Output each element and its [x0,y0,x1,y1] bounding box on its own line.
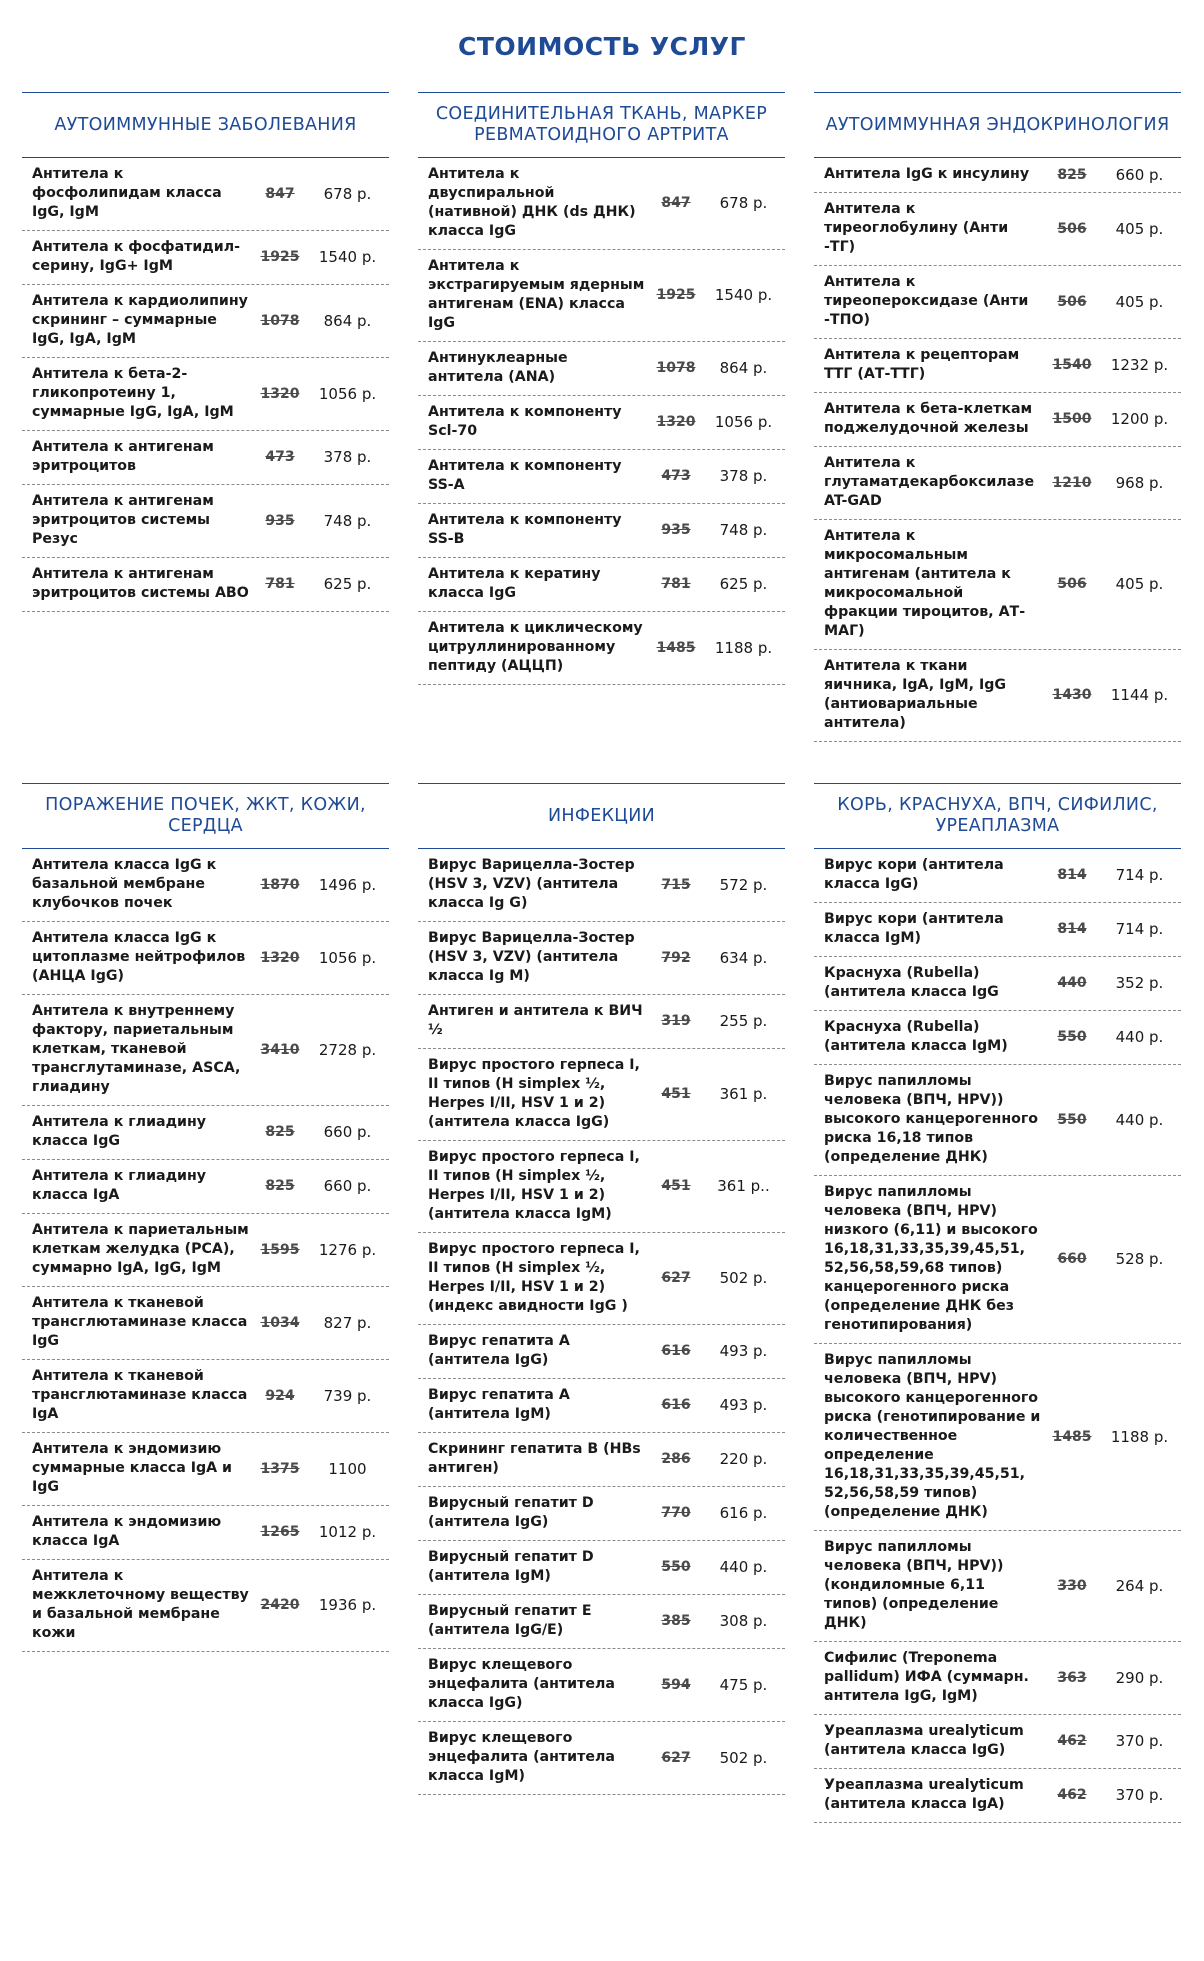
service-name: Вирус папилломы человека (ВПЧ, HPV)) высокого канцерогенного риска 16,18 типов (определение ДНК) [824,1073,1039,1165]
service-name: Антитела к париетальным клеткам желудка (PCA), суммарно IgA, IgG, IgM [32,1222,249,1276]
price-row [22,1506,389,1560]
price-row [814,1715,1181,1769]
old-price: 847 [661,195,691,211]
new-price: 405 р. [1115,292,1164,311]
price-row [22,231,389,285]
old-price: 1320 [260,385,300,402]
service-name: Сифилис (Treponema pallidum) ИФА (суммарн. антитела IgG, IgM) [824,1650,1029,1704]
service-name: Антитела к фосфолипидам класса IgG, IgM [32,166,222,220]
service-name: Антитела к внутреннему фактору, париетальным клеткам, тканевой трансглутаминазе, ASCA, глиадину [32,1003,241,1095]
old-price: 1925 [656,287,696,303]
old-price: 781 [661,576,691,592]
service-name: Антитела к кератину класса IgG [428,566,601,601]
new-price: 370 р. [1115,1732,1164,1750]
price-row [814,1769,1181,1823]
new-price: 502 р. [719,1269,768,1287]
old-price: 616 [661,1343,691,1359]
new-price: 528 р. [1115,1250,1164,1268]
service-name: Антитела к бета-клеткам поджелудочной железы [824,401,1033,436]
price-row [418,1049,785,1141]
price-row [418,158,785,250]
price-row [22,431,389,485]
price-row [22,1160,389,1214]
price-row [22,558,389,612]
old-price: 363 [1057,1669,1087,1686]
section-title: АУТОИММУННАЯ ЭНДОКРИНОЛОГИЯ [814,92,1181,158]
new-price: 290 р. [1115,1668,1164,1687]
new-price: 748 р. [323,511,372,530]
old-price: 506 [1057,293,1087,310]
price-row [22,358,389,431]
old-price: 627 [661,1270,691,1286]
new-price: 440 р. [1115,1110,1164,1129]
old-price: 935 [265,512,295,529]
price-row [418,1722,785,1795]
price-row [22,1106,389,1160]
section-title: СОЕДИНИТЕЛЬНАЯ ТКАНЬ, МАРКЕР РЕВМАТОИДНОГО АРТРИТА [418,92,785,158]
price-section [22,783,389,1652]
old-price: 1485 [656,639,696,656]
new-price: 308 р. [719,1612,768,1630]
new-price: 714 р. [1115,920,1164,938]
new-price: 1276 р. [318,1240,377,1259]
new-price: 440 р. [1115,1028,1164,1046]
price-row [418,450,785,504]
new-price: 440 р. [719,1558,768,1576]
service-name: Вирусный гепатит D (антитела IgG) [428,1495,594,1530]
service-name: Вирус папилломы человека (ВПЧ, HPV)) (кондиломные 6,11 типов) (определение ДНК) [824,1539,1004,1631]
price-row [22,1433,389,1506]
price-row [814,447,1181,520]
price-row [814,339,1181,393]
old-price: 1870 [260,876,300,893]
price-section [418,783,785,1795]
price-row [418,1141,785,1233]
new-price: 714 р. [1115,866,1164,884]
service-name: Антитела к тканевой трансглютаминазе класса IgA [32,1368,248,1422]
old-price: 1078 [656,360,696,376]
service-name: Антитела к фосфатидил-серину, IgG+ IgM [32,239,240,274]
price-row [814,193,1181,266]
new-price: 1056 р. [318,384,377,403]
price-section [22,92,389,612]
new-price: 748 р. [719,521,768,539]
service-name: Антинуклеарные антитела (ANA) [428,350,568,385]
new-price: 1100 [328,1459,367,1478]
new-price: 864 р. [323,311,372,330]
new-price: 1188 р. [1110,1427,1169,1446]
service-name: Вирус гепатита А (антитела IgM) [428,1387,570,1422]
service-name: Антитела к микросомальным антигенам (антитела к микросомальной фракции тироцитов, АТ-МАГ) [824,528,1026,639]
service-name: Антитела к межклеточному веществу и базальной мембране кожи [32,1568,249,1641]
old-price: 924 [265,1387,295,1404]
service-name: Антитела к компоненту Scl-70 [428,404,622,439]
new-price: 660 р. [323,1123,372,1141]
price-row [418,1325,785,1379]
price-row [22,922,389,995]
old-price: 627 [661,1749,691,1766]
old-price: 825 [265,1124,295,1140]
service-name: Антитела к антигенам эритроцитов системы АВО [32,566,249,601]
old-price: 462 [1057,1787,1087,1803]
price-row [418,396,785,450]
new-price: 378 р. [719,467,768,485]
old-price: 1430 [1052,687,1092,703]
old-price: 506 [1057,576,1087,592]
service-name: Вирус клещевого энцефалита (антитела класса IgM) [428,1730,615,1784]
service-name: Антитела к эндомизию класса IgA [32,1514,222,1549]
service-name: Вирус простого герпеса I, II типов (H simplex ½, Herpes I/II, HSV 1 и 2) (антитела класса IgM) [428,1149,640,1222]
price-row [418,612,785,685]
price-row [814,903,1181,957]
old-price: 847 [265,185,295,202]
price-row [418,1379,785,1433]
service-name: Вирус Варицелла-Зостер (HSV 3, VZV) (антитела класса Ig G) [428,857,635,911]
service-name: Антитела к глутаматдекарбоксилазе AT-GAD [824,455,1035,509]
old-price: 935 [661,522,691,538]
price-row [814,1642,1181,1715]
old-price: 1034 [260,1314,300,1331]
new-price: 1056 р. [318,948,377,967]
new-price: 361 р.. [717,1177,770,1195]
new-price: 1200 р. [1110,410,1169,428]
section-title: АУТОИММУННЫЕ ЗАБОЛЕВАНИЯ [22,92,389,158]
service-name: Антитела к компоненту SS-B [428,512,622,547]
price-row [418,849,785,922]
service-name: Антитела IgG к инсулину [824,166,1030,182]
section-title: ПОРАЖЕНИЕ ПОЧЕК, ЖКТ, КОЖИ, СЕРДЦА [22,783,389,849]
service-name: Скрининг гепатита В (HBs антиген) [428,1441,641,1476]
price-row [22,995,389,1106]
new-price: 1056 р. [714,413,773,431]
price-row [22,285,389,358]
service-name: Антитела к экстрагируемым ядерным антигенам (ENA) класса IgG [428,258,645,331]
new-price: 475 р. [719,1675,768,1694]
service-name: Антитела к компоненту SS-A [428,458,622,493]
new-price: 634 р. [719,948,768,967]
new-price: 864 р. [719,359,768,377]
service-name: Вирус папилломы человека (ВПЧ, HPV) низкого (6,11) и высокого 16,18,31,33,35,39,45,51, 52,56,58,59,68 типов) канцерогенного риска (определение ДНК без генотипирования) [824,1184,1038,1333]
new-price: 1936 р. [318,1596,377,1614]
old-price: 814 [1057,921,1087,937]
new-price: 678 р. [719,194,768,212]
price-row [418,922,785,995]
old-price: 825 [265,1178,295,1194]
price-row [418,1487,785,1541]
old-price: 1485 [1052,1428,1092,1445]
new-price: 1012 р. [318,1523,377,1541]
service-name: Вирус простого герпеса I, II типов (H simplex ½, Herpes I/II, HSV 1 и 2) (антитела класса IgG) [428,1057,640,1130]
old-price: 473 [661,468,691,484]
service-name: Антиген и антитела к ВИЧ ½ [428,1003,643,1038]
new-price: 255 р. [719,1012,768,1030]
service-name: Вирус папилломы человека (ВПЧ, HPV) высокого канцерогенного риска (генотипирование и количественное определение 16,18,31,33,35,39,45,51, 52,56,58,59 типов) (определение ДНК) [824,1352,1041,1520]
old-price: 1500 [1052,411,1092,427]
section-title: КОРЬ, КРАСНУХА, ВПЧ, СИФИЛИС, УРЕАПЛАЗМА [814,783,1181,849]
old-price: 550 [1057,1111,1087,1128]
new-price: 502 р. [719,1748,768,1767]
new-price: 678 р. [323,184,372,203]
new-price: 264 р. [1115,1576,1164,1595]
price-row [814,1011,1181,1065]
price-row [418,995,785,1049]
service-name: Антитела к кардиолипину скрининг – суммарные IgG, IgA, IgM [32,293,248,347]
price-row [814,393,1181,447]
price-row [418,250,785,342]
price-row [814,650,1181,742]
new-price: 625 р. [719,575,768,593]
price-row [418,1433,785,1487]
new-price: 1144 р. [1110,686,1169,704]
service-name: Антитела к глиадину класса IgG [32,1114,207,1149]
old-price: 550 [1057,1029,1087,1045]
price-row [418,504,785,558]
service-name: Антитела к циклическому цитруллинированному пептиду (АЦЦП) [428,620,643,674]
new-price: 616 р. [719,1504,768,1522]
service-name: Вирус клещевого энцефалита (антитела класса IgG) [428,1657,615,1711]
new-price: 405 р. [1115,575,1164,593]
price-section [814,92,1181,742]
price-row [814,158,1181,193]
old-price: 506 [1057,220,1087,237]
price-row [418,1233,785,1325]
service-name: Уреаплазма urealyticum (антитела класса IgG) [824,1723,1024,1758]
new-price: 827 р. [323,1313,372,1332]
new-price: 1540 р. [714,286,773,304]
new-price: 1232 р. [1110,356,1169,374]
old-price: 3410 [260,1041,300,1058]
new-price: 2728 р. [318,1040,377,1059]
old-price: 1320 [656,414,696,430]
price-row [814,520,1181,650]
service-name: Антитела к антигенам эритроцитов системы Резус [32,493,214,547]
old-price: 825 [1057,166,1087,183]
service-name: Антитела к эндомизию суммарные класса IgA и IgG [32,1441,232,1495]
old-price: 440 [1057,975,1087,991]
new-price: 968 р. [1115,473,1164,492]
old-price: 1540 [1052,357,1092,373]
section-title: ИНФЕКЦИИ [418,783,785,849]
price-row [814,1176,1181,1344]
new-price: 739 р. [323,1386,372,1405]
price-row [22,1560,389,1652]
service-name: Антитела класса IgG к базальной мембране клубочков почек [32,857,217,911]
price-row [22,1214,389,1287]
old-price: 660 [1057,1251,1087,1267]
service-name: Вирусный гепатит Е (антитела IgG/E) [428,1603,592,1638]
price-row [814,266,1181,339]
price-row [22,1287,389,1360]
old-price: 286 [661,1451,691,1467]
new-price: 660 р. [1115,165,1164,184]
new-price: 352 р. [1115,974,1164,992]
new-price: 493 р. [719,1342,768,1360]
new-price: 220 р. [719,1450,768,1468]
service-name: Краснуха (Rubella) (антитела класса IgM) [824,1019,1008,1054]
old-price: 781 [265,576,295,592]
price-row [814,1531,1181,1642]
new-price: 1496 р. [318,875,377,894]
new-price: 493 р. [719,1396,768,1414]
service-name: Антитела к глиадину класса IgA [32,1168,207,1203]
price-row [418,1649,785,1722]
service-name: Антитела к рецепторам ТТГ (АТ-ТТГ) [824,347,1020,382]
service-name: Антитела к тканевой трансглютаминазе класса IgG [32,1295,248,1349]
service-name: Вирус Варицелла-Зостер (HSV 3, VZV) (антитела класса Ig M) [428,930,635,984]
old-price: 715 [661,876,691,893]
price-row [418,1541,785,1595]
new-price: 572 р. [719,875,768,894]
service-name: Антитела класса IgG к цитоплазме нейтрофилов (АНЦА IgG) [32,930,246,984]
price-row [418,342,785,396]
old-price: 1078 [260,312,300,329]
old-price: 1925 [260,249,300,265]
old-price: 462 [1057,1733,1087,1749]
price-row [418,558,785,612]
service-name: Антитела к антигенам эритроцитов [32,439,214,474]
price-row [418,1595,785,1649]
service-name: Вирус простого герпеса I, II типов (H simplex ½, Herpes I/II, HSV 1 и 2) (индекс авидности IgG ) [428,1241,640,1314]
old-price: 385 [661,1613,691,1629]
new-price: 625 р. [323,575,372,593]
new-price: 1188 р. [714,638,773,657]
service-name: Вирус гепатита А (антитела IgG) [428,1333,570,1368]
old-price: 792 [661,949,691,966]
old-price: 1375 [260,1460,300,1477]
price-section [814,783,1181,1823]
new-price: 370 р. [1115,1786,1164,1804]
old-price: 330 [1057,1577,1087,1594]
service-name: Уреаплазма urealyticum (антитела класса IgA) [824,1777,1024,1812]
old-price: 319 [661,1013,691,1029]
new-price: 361 р. [719,1085,768,1103]
old-price: 2420 [260,1597,300,1613]
old-price: 1265 [260,1524,300,1540]
price-row [22,158,389,231]
old-price: 770 [661,1505,691,1521]
price-row [22,485,389,558]
old-price: 594 [661,1676,691,1693]
old-price: 814 [1057,867,1087,883]
new-price: 405 р. [1115,219,1164,238]
service-name: Антитела к тиреоглобулину (Анти -ТГ) [824,201,1009,255]
price-row [814,1344,1181,1531]
service-name: Антитела к ткани яичника, IgA, IgM, IgG (антиовариальные антитела) [824,658,1007,731]
old-price: 616 [661,1397,691,1413]
service-name: Антитела к двуспиральной (нативной) ДНК (ds ДНК) класса IgG [428,166,636,239]
price-row [814,849,1181,903]
service-name: Вирус кори (антитела класса IgM) [824,911,1004,946]
old-price: 1320 [260,949,300,966]
service-name: Вирусный гепатит D (антитела IgM) [428,1549,594,1584]
new-price: 378 р. [323,448,372,466]
page-title: СТОИМОСТЬ УСЛУГ [458,32,746,61]
price-section [418,92,785,685]
old-price: 451 [661,1086,691,1102]
old-price: 1595 [260,1241,300,1258]
old-price: 473 [265,449,295,465]
old-price: 550 [661,1559,691,1575]
service-name: Краснуха (Rubella) (антитела класса IgG [824,965,999,1000]
price-row [814,1065,1181,1176]
old-price: 1210 [1052,474,1092,491]
price-row [22,1360,389,1433]
new-price: 660 р. [323,1177,372,1195]
service-name: Антитела к тиреопероксидазе (Анти -ТПО) [824,274,1029,328]
service-name: Вирус кори (антитела класса IgG) [824,857,1004,892]
new-price: 1540 р. [318,248,377,266]
old-price: 451 [661,1178,691,1194]
service-name: Антитела к бета-2-гликопротеину 1, суммарные IgG, IgA, IgM [32,366,234,420]
price-row [22,849,389,922]
price-row [814,957,1181,1011]
